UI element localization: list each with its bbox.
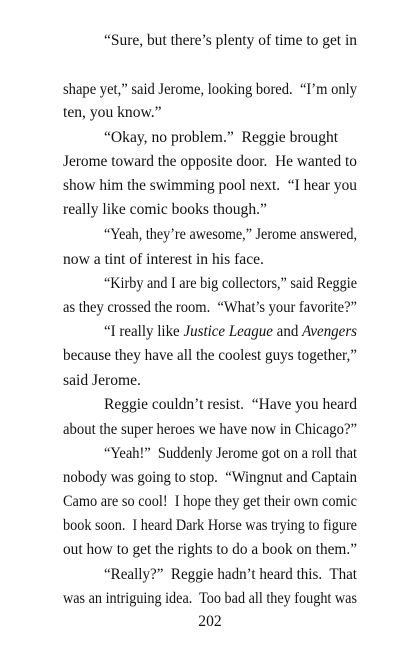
text-line — [4, 80, 396, 100]
title-italic: Avengers — [302, 323, 358, 340]
text-run: shape yet,” said Jerome, looking bored. “I’m only — [63, 81, 357, 98]
title-italic: Justice League — [183, 323, 273, 340]
text-line — [1, 176, 415, 196]
text-run: Camo are so cool! I hope they get their own comic — [63, 493, 357, 510]
text-run: was an intriguing idea. Too bad all they fought was — [63, 590, 357, 607]
text-run: nobody was going to stop. “Wingnut and Captain — [63, 469, 357, 486]
text-line — [0, 200, 420, 220]
text-line — [6, 516, 389, 536]
text-run: really like comic books though.” — [63, 201, 267, 218]
text-run: book soon. I heard Dark Horse was trying to figure — [63, 517, 357, 534]
text-line — [4, 322, 408, 342]
text-line — [0, 103, 420, 123]
text-run: out how to get the rights to do a book on them.” — [63, 541, 358, 558]
text-run: ten, you know.” — [63, 104, 162, 121]
text-line — [10, 225, 391, 245]
text-run: about the super heroes we have now in Chicago?” — [63, 421, 358, 438]
text-run: “Sure, but there’s plenty of time to get in — [104, 32, 358, 49]
page-number: 202 — [198, 613, 222, 630]
text-line — [9, 274, 391, 294]
text-line — [0, 395, 418, 415]
text-run: show him the swimming pool next. “I hear you — [63, 177, 357, 194]
text-line — [8, 444, 397, 464]
text-run: Jerome toward the opposite door. He wanted to — [63, 153, 357, 170]
text-run: said Jerome. — [63, 372, 141, 389]
text-run: now a tint of interest in his face. — [63, 251, 264, 268]
text-run: “Kirby and I are big collectors,” said Reggie — [104, 275, 358, 292]
text-line — [4, 420, 400, 440]
text-run: “I really like — [104, 323, 184, 340]
text-run: and — [272, 323, 303, 340]
text-line — [2, 346, 410, 366]
text-run: “Really?” Reggie hadn’t heard this. That — [104, 566, 357, 583]
text-line — [1, 540, 414, 560]
text-run: as they crossed the room. “What’s your favorite?” — [63, 299, 357, 316]
text-line — [4, 468, 400, 488]
text-line — [6, 589, 388, 609]
text-run: “Yeah!” Suddenly Jerome got on a roll that — [104, 445, 358, 462]
text-run: “Okay, no problem.” Reggie brought — [104, 129, 339, 146]
text-line — [0, 128, 420, 148]
text-run: Reggie couldn’t resist. “Have you heard — [104, 396, 357, 413]
text-line — [0, 250, 420, 270]
text-line — [5, 492, 391, 512]
text-line — [4, 565, 410, 585]
text-line — [1, 152, 415, 172]
text-line — [1, 31, 418, 51]
text-line — [4, 298, 395, 318]
text-run: “Yeah, they’re awesome,” Jerome answered, — [104, 226, 357, 243]
text-run: because they have all the coolest guys together,” — [63, 347, 358, 364]
text-line — [0, 371, 420, 391]
